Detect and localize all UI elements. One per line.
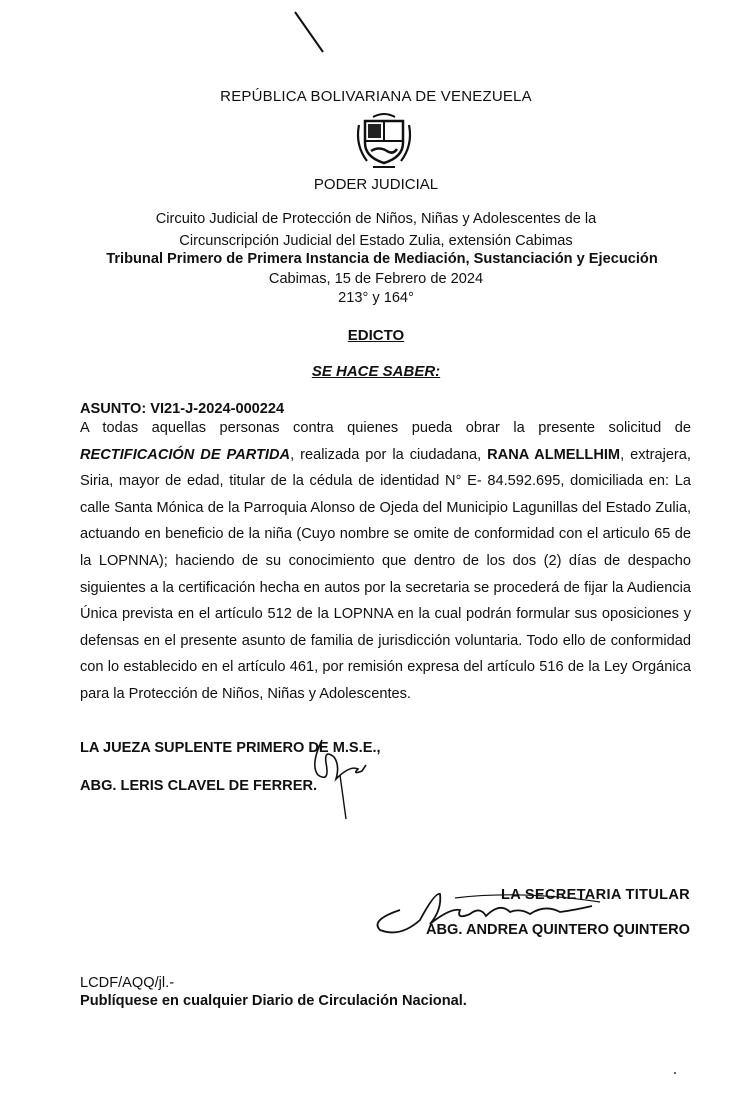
- secretary-title: LA SECRETARIA TITULAR: [501, 887, 690, 903]
- initials: LCDF/AQQ/jl.-: [80, 975, 175, 991]
- document-title: EDICTO: [347, 327, 405, 344]
- circuit-line-2: Circunscripción Judicial del Estado Zulia, extensión Cabimas: [179, 233, 573, 249]
- tribunal-heading: Tribunal Primero de Primera Instancia de Mediación, Sustanciación y Ejecución: [106, 251, 658, 267]
- body-text-3: , extrajera, Siria, mayor de edad, titular de la cédula de identidad N° E- 84.592.695, domiciliada en: La calle Santa Mónica de la Parroquia Alonso de Ojeda del Municipio Lagunillas del Estado Zulia, actuando en beneficio de la niña (Cuyo nombre se omite de conformidad con el articulo 65 de la LOPNNA); haciendo de su conocimiento que dentro de los dos (2) días de despacho siguientes a la certificación hecha en autos por la secretaria se procederá de fijar la Audiencia Única prevista en el artículo 512 de la LOPNNA en la cual podrán formular sus oposiciones y defensas en el presente asunto de familia de jurisdicción voluntaria. Todo ello de conformidad con lo establecido en el artículo 461, por remisión expresa del artículo 516 de la Ley Orgánica para la Protección de Niños, Niñas y Adolescentes.: [80, 446, 691, 702]
- place-date: Cabimas, 15 de Febrero de 2024: [268, 271, 484, 287]
- pen-mark: [293, 10, 333, 60]
- document-subtitle: SE HACE SABER:: [311, 363, 441, 380]
- edict-body: [80, 415, 691, 708]
- judge-title: LA JUEZA SUPLENTE PRIMERO DE M.S.E.,: [80, 740, 381, 756]
- circuit-line-1: Circuito Judicial de Protección de Niños, Niñas y Adolescentes de la: [155, 211, 597, 227]
- request-subject: RECTIFICACIÓN DE PARTIDA: [80, 446, 291, 463]
- judge-name: ABG. LERIS CLAVEL DE FERRER.: [80, 778, 318, 794]
- speck: [674, 1072, 676, 1074]
- body-text-1: A todas aquellas personas contra quienes pueda obrar la presente solicitud de: [80, 420, 691, 436]
- republic-heading: REPÚBLICA BOLIVARIANA DE VENEZUELA: [220, 88, 532, 105]
- case-number: ASUNTO: VI21-J-2024-000224: [80, 401, 285, 417]
- secretary-name: ABG. ANDREA QUINTERO QUINTERO: [425, 922, 690, 938]
- branch-heading: PODER JUDICIAL: [313, 176, 439, 193]
- years-line: 213° y 164°: [338, 290, 414, 306]
- publication-notice: Publíquese en cualquier Diario de Circulación Nacional.: [80, 993, 467, 1009]
- applicant-name: RANA ALMELLHIM: [487, 446, 621, 463]
- body-text-2: , realizada por la ciudadana,: [290, 446, 488, 463]
- coat-of-arms-icon: [353, 111, 415, 173]
